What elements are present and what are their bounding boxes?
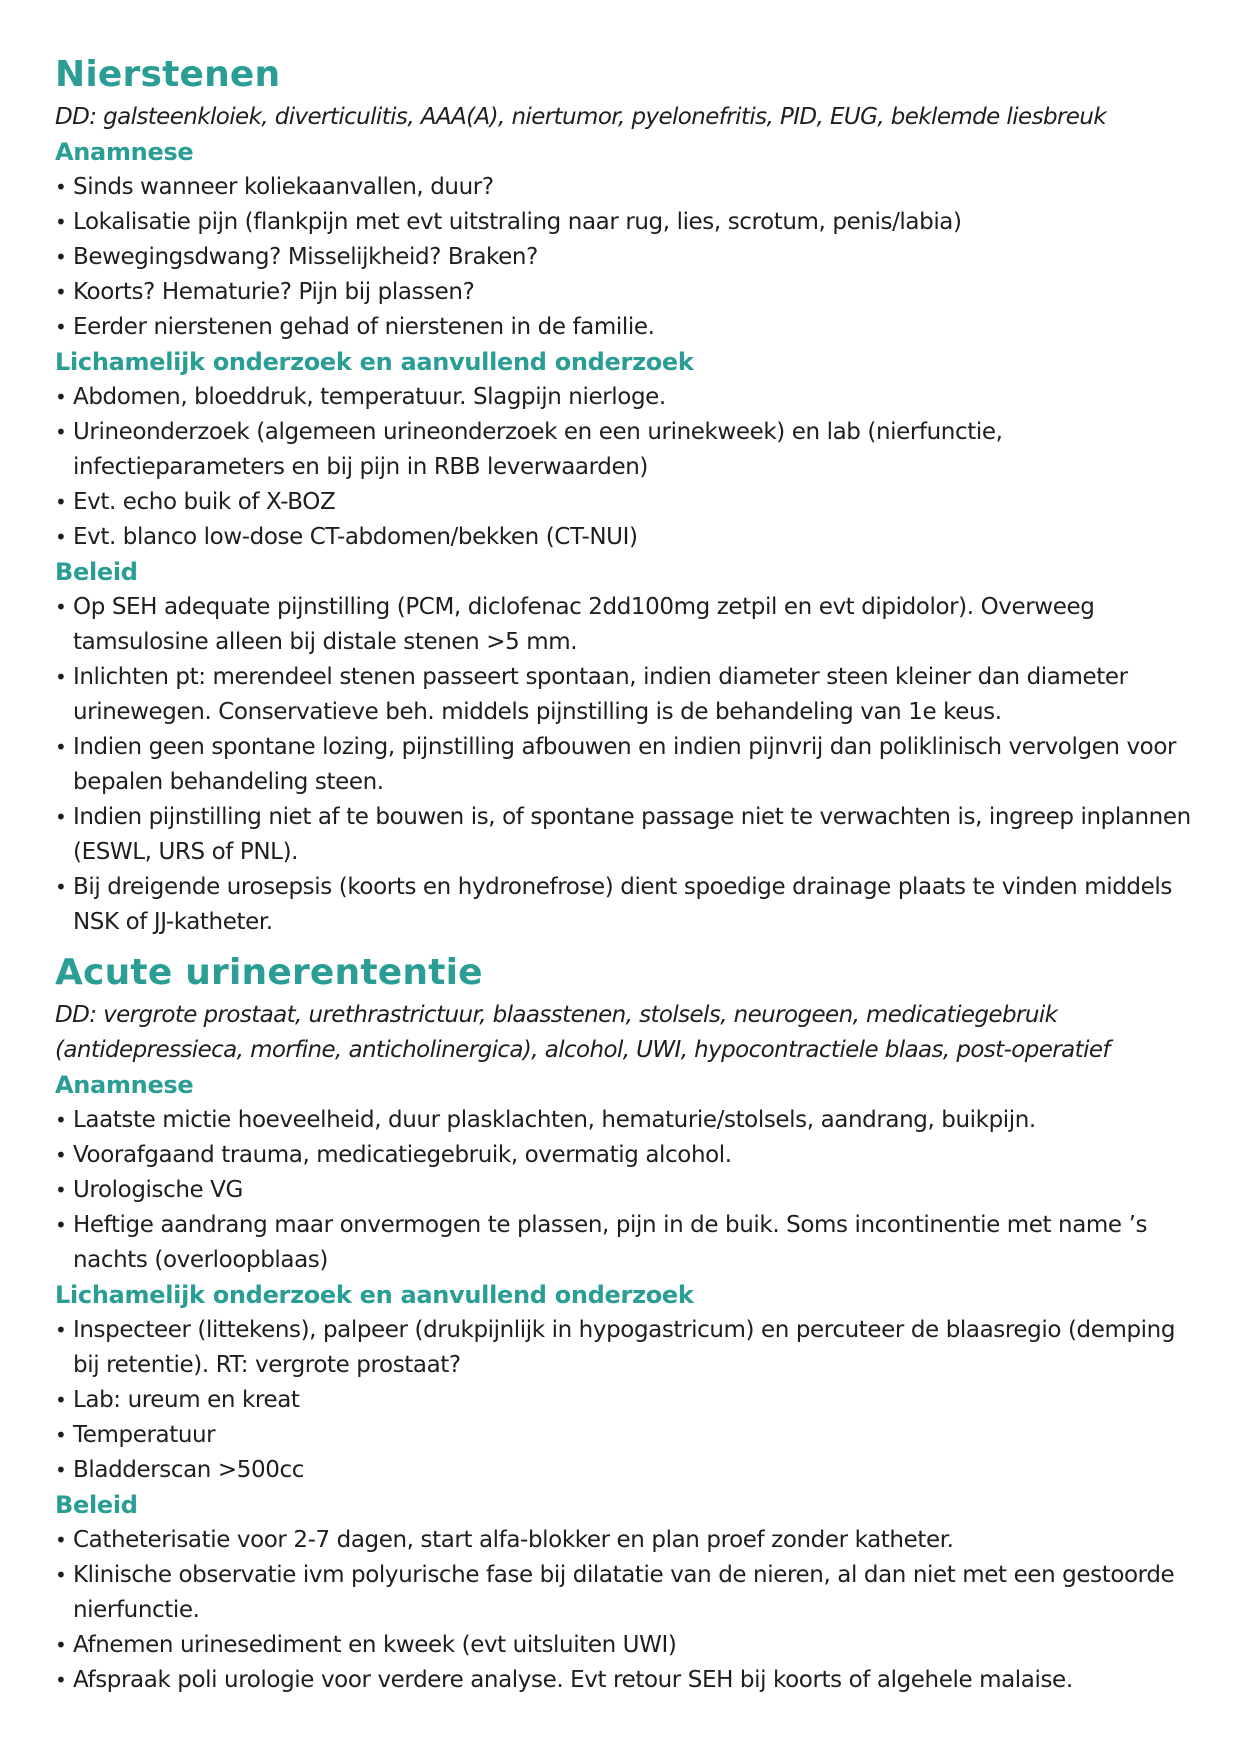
- onderzoek-list: [55, 380, 1205, 555]
- list-item: • Bewegingsdwang? Misselijkheid? Braken?: [55, 244, 538, 270]
- list-item: • Lab: ureum en kreat: [55, 1387, 300, 1413]
- list-item: • Inspecteer (littekens), palpeer (drukpijnlijk in hypogastricum) en percuteer de blaasregio (demping bij retentie). RT: vergrote prostaat?: [55, 1317, 1176, 1378]
- list-item: • Evt. blanco low-dose CT-abdomen/bekken (CT-NUI): [55, 524, 638, 550]
- list-item: • Indien geen spontane lozing, pijnstilling afbouwen en indien pijnvrij dan poliklinisch vervolgen voor bepalen behandeling steen.: [55, 734, 1177, 795]
- list-item: • Catheterisatie voor 2-7 dagen, start alfa-blokker en plan proef zonder katheter.: [55, 1527, 954, 1553]
- differential-diagnosis: DD: galsteenkloiek, diverticulitis, AAA(A), niertumor, pyelonefritis, PID, EUG, beklemde liesbreuk: [55, 104, 1107, 130]
- list-item: • Klinische observatie ivm polyurische fase bij dilatatie van de nieren, al dan niet met een gestoorde nierfunctie.: [55, 1562, 1175, 1623]
- list-item: • Eerder nierstenen gehad of nierstenen in de familie.: [55, 314, 655, 340]
- list-item: • Bij dreigende urosepsis (koorts en hydronefrose) dient spoedige drainage plaats te vinden middels NSK of JJ-katheter.: [55, 874, 1172, 935]
- anamnese-list: [55, 1103, 1205, 1278]
- section-title-acute-urinerententie: Acute urinerententie: [55, 952, 483, 993]
- list-item: • Heftige aandrang maar onvermogen te plassen, pijn in de buik. Soms incontinentie met name ’s nachts (overloopblaas): [55, 1212, 1148, 1273]
- onderzoek-list: [55, 1313, 1205, 1488]
- list-item: • Bladderscan >500cc: [55, 1457, 304, 1483]
- list-item: • Sinds wanneer koliekaanvallen, duur?: [55, 174, 494, 200]
- list-item: • Inlichten pt: merendeel stenen passeert spontaan, indien diameter steen kleiner dan diameter urinewegen. Conservatieve beh. middels pijnstilling is de behandeling van 1e keus.: [55, 664, 1128, 725]
- list-item: • Afspraak poli urologie voor verdere analyse. Evt retour SEH bij koorts of algehele malaise.: [55, 1667, 1073, 1693]
- document-page: [55, 50, 1205, 1698]
- list-item: • Laatste mictie hoeveelheid, duur plasklachten, hematurie/stolsels, aandrang, buikpijn.: [55, 1107, 1036, 1133]
- list-item: • Op SEH adequate pijnstilling (PCM, diclofenac 2dd100mg zetpil en evt dipidolor). Overweeg tamsulosine alleen bij distale stenen >5 mm.: [55, 594, 1095, 655]
- list-item: • Temperatuur: [55, 1422, 216, 1448]
- list-item: • Abdomen, bloeddruk, temperatuur. Slagpijn nierloge.: [55, 384, 666, 410]
- subheading-beleid: Beleid: [55, 1491, 138, 1519]
- subheading-anamnese: Anamnese: [55, 1071, 194, 1099]
- list-item: • Urineonderzoek (algemeen urineonderzoek en een urinekweek) en lab (nierfunctie, infectieparameters en bij pijn in RBB leverwaarden): [55, 419, 1003, 480]
- list-item: • Koorts? Hematurie? Pijn bij plassen?: [55, 279, 475, 305]
- beleid-list: [55, 590, 1205, 940]
- anamnese-list: [55, 170, 1205, 345]
- list-item: • Evt. echo buik of X-BOZ: [55, 489, 336, 515]
- list-item: • Urologische VG: [55, 1177, 243, 1203]
- subheading-anamnese: Anamnese: [55, 138, 194, 166]
- beleid-list: [55, 1523, 1205, 1698]
- list-item: • Indien pijnstilling niet af te bouwen is, of spontane passage niet te verwachten is, ingreep inplannen (ESWL, URS of PNL).: [55, 804, 1191, 865]
- subheading-onderzoek: Lichamelijk onderzoek en aanvullend onderzoek: [55, 348, 694, 376]
- differential-diagnosis: DD: vergrote prostaat, urethrastrictuur, blaasstenen, stolsels, neurogeen, medicatiegebruik (antidepressieca, morfine, anticholinergica), alcohol, UWI, hypocontractiele blaas, post-operatief: [55, 1002, 1110, 1063]
- list-item: • Voorafgaand trauma, medicatiegebruik, overmatig alcohol.: [55, 1142, 732, 1168]
- section-title-nierstenen: Nierstenen: [55, 54, 281, 95]
- subheading-beleid: Beleid: [55, 558, 138, 586]
- subheading-onderzoek: Lichamelijk onderzoek en aanvullend onderzoek: [55, 1281, 694, 1309]
- list-item: • Lokalisatie pijn (flankpijn met evt uitstraling naar rug, lies, scrotum, penis/labia): [55, 209, 962, 235]
- list-item: • Afnemen urinesediment en kweek (evt uitsluiten UWI): [55, 1632, 677, 1658]
